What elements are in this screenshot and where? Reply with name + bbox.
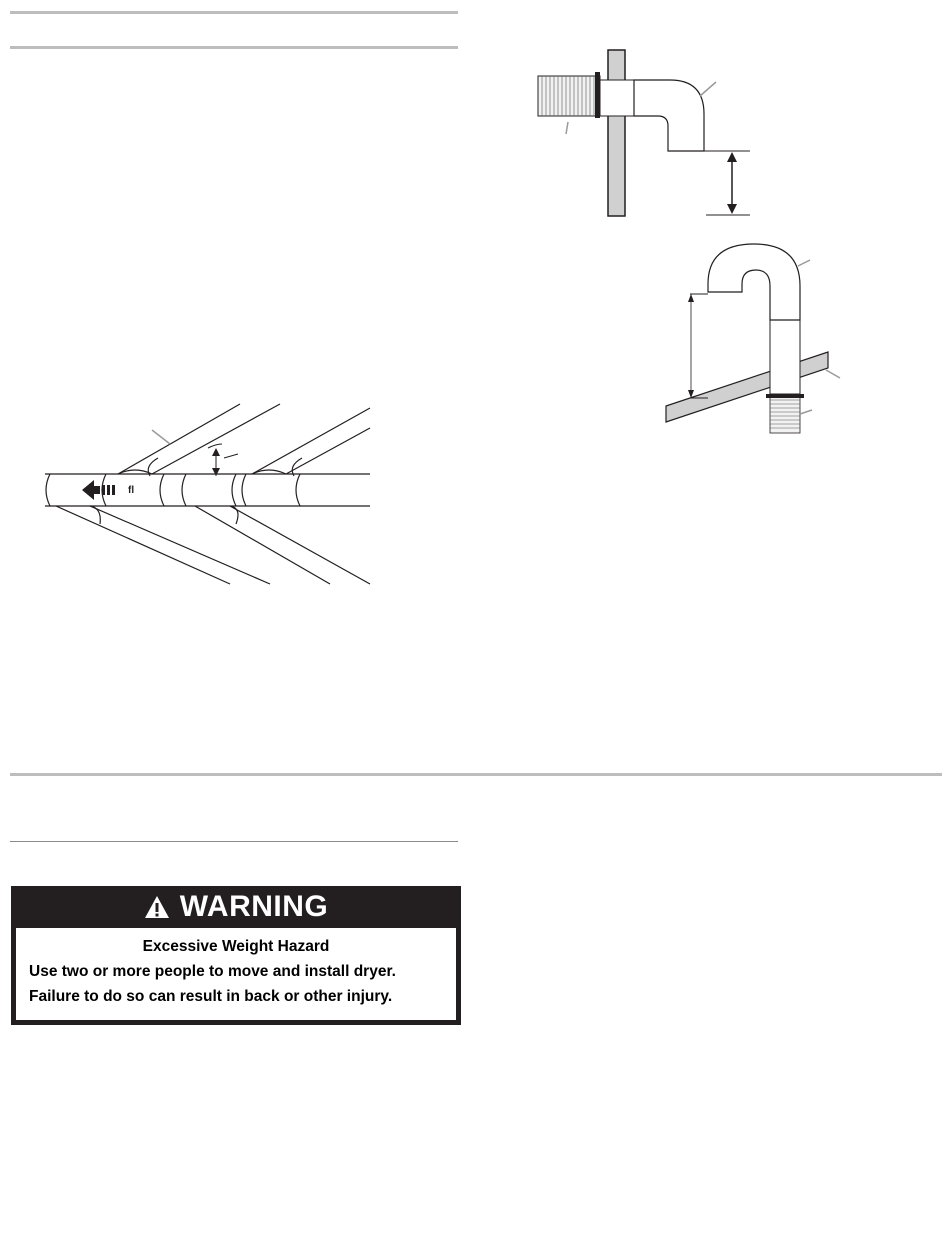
wall <box>608 50 625 216</box>
subsection-rule <box>10 841 458 842</box>
warning-title: Excessive Weight Hazard <box>142 938 330 955</box>
section-rule-sub <box>10 46 458 49</box>
warning-header <box>11 886 461 928</box>
warning-heading: WARNING <box>179 890 329 923</box>
flex-duct <box>770 395 800 433</box>
warning-box <box>11 886 461 1025</box>
warning-line-2: Failure to do so can result in back or other injury. <box>29 988 393 1005</box>
j-elbow-hood <box>708 244 800 320</box>
elbow-hood <box>634 80 704 151</box>
warning-line-1: Use two or more people to move and install dryer. <box>29 963 396 980</box>
section-rule-top <box>10 11 458 14</box>
section-rule-full <box>10 773 942 776</box>
clamp <box>595 72 600 118</box>
warning-triangle-icon <box>144 895 170 919</box>
flex-duct <box>538 76 600 116</box>
flow-label: fl <box>128 485 135 496</box>
wall-vent-diagram <box>520 48 760 228</box>
roof-vent-diagram <box>660 240 850 440</box>
flow-arrow-icon <box>82 480 115 500</box>
branch-duct-diagram <box>40 400 380 590</box>
warning-body <box>16 928 456 1020</box>
clamp <box>766 394 804 398</box>
roof <box>666 352 828 422</box>
